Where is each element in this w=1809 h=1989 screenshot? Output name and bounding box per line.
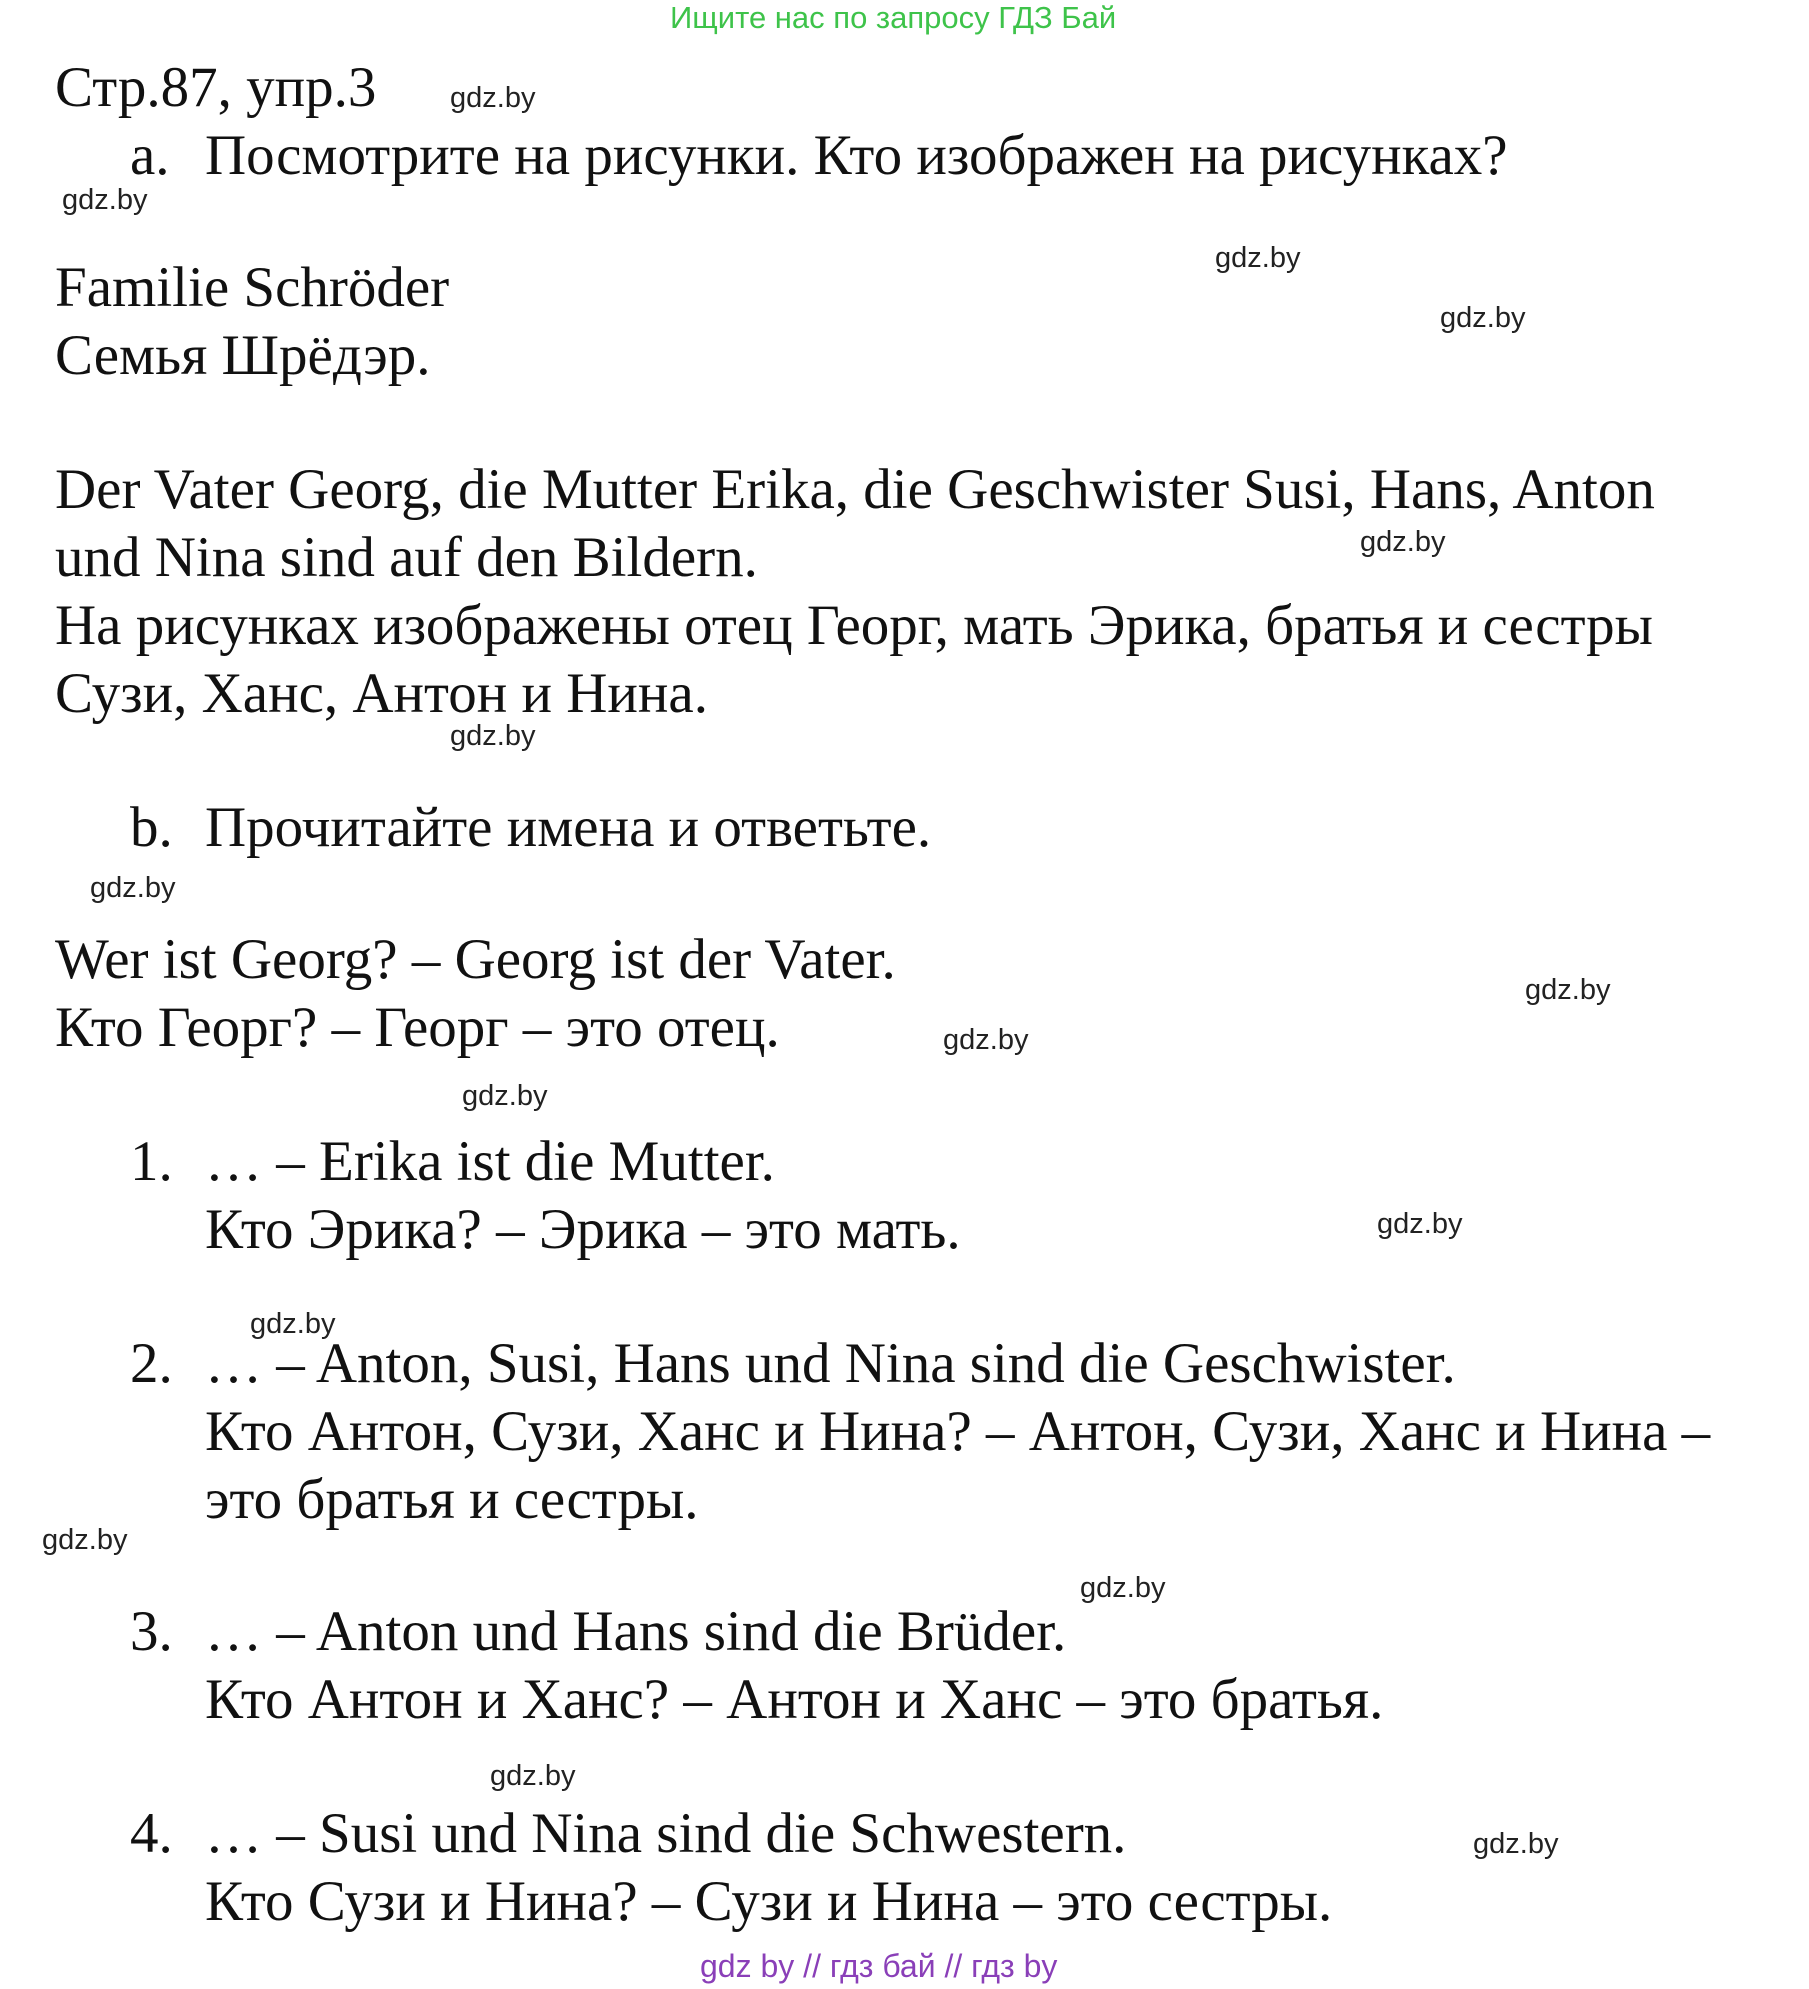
watermark: gdz.by bbox=[1215, 242, 1301, 274]
answer-a-ru-line-2: Сузи, Ханс, Антон и Нина. bbox=[55, 662, 708, 725]
watermark: gdz.by bbox=[1377, 1208, 1463, 1240]
item-1-number: 1. bbox=[130, 1130, 173, 1193]
watermark: gdz.by bbox=[1360, 526, 1446, 558]
watermark: gdz.by bbox=[450, 82, 536, 114]
item-3-ru: Кто Антон и Ханс? – Антон и Ханс – это братья. bbox=[205, 1668, 1384, 1731]
watermark: gdz.by bbox=[490, 1760, 576, 1792]
family-title-ru: Семья Шрёдэр. bbox=[55, 324, 431, 387]
watermark: gdz.by bbox=[42, 1524, 128, 1556]
example-ru: Кто Георг? – Георг – это отец. bbox=[55, 996, 780, 1059]
item-4-number: 4. bbox=[130, 1802, 173, 1865]
watermark: gdz.by bbox=[1473, 1828, 1559, 1860]
example-de: Wer ist Georg? – Georg ist der Vater. bbox=[55, 928, 896, 991]
task-a-label: a. bbox=[130, 124, 170, 187]
item-1-ru: Кто Эрика? – Эрика – это мать. bbox=[205, 1198, 961, 1261]
watermark: gdz.by bbox=[62, 184, 148, 216]
task-a-text: Посмотрите на рисунки. Кто изображен на рисунках? bbox=[205, 124, 1508, 187]
item-4-ru: Кто Сузи и Нина? – Сузи и Нина – это сестры. bbox=[205, 1870, 1333, 1933]
watermark: gdz.by bbox=[1440, 302, 1526, 334]
header-banner: Ищите нас по запросу ГДЗ Бай bbox=[670, 0, 1117, 35]
page-reference: Стр.87, упр.3 bbox=[55, 56, 377, 119]
item-4-de: … – Susi und Nina sind die Schwestern. bbox=[205, 1802, 1127, 1865]
item-3-de: … – Anton und Hans sind die Brüder. bbox=[205, 1600, 1067, 1663]
item-1-de: … – Erika ist die Mutter. bbox=[205, 1130, 775, 1193]
watermark: gdz.by bbox=[1525, 974, 1611, 1006]
answer-a-de-line-2: und Nina sind auf den Bildern. bbox=[55, 526, 758, 589]
watermark: gdz.by bbox=[1080, 1572, 1166, 1604]
footer-watermark: gdz by // гдз бай // гдз by bbox=[700, 1948, 1058, 1984]
watermark: gdz.by bbox=[250, 1308, 336, 1340]
answer-a-ru-line-1: На рисунках изображены отец Георг, мать Эрика, братья и сестры bbox=[55, 594, 1653, 657]
watermark: gdz.by bbox=[462, 1080, 548, 1112]
task-b-text: Прочитайте имена и ответьте. bbox=[205, 796, 932, 859]
task-b-label: b. bbox=[130, 796, 173, 859]
item-3-number: 3. bbox=[130, 1600, 173, 1663]
watermark: gdz.by bbox=[90, 872, 176, 904]
watermark: gdz.by bbox=[450, 720, 536, 752]
item-2-number: 2. bbox=[130, 1332, 173, 1395]
item-2-de: … – Anton, Susi, Hans und Nina sind die Geschwister. bbox=[205, 1332, 1456, 1395]
answer-a-de-line-1: Der Vater Georg, die Mutter Erika, die Geschwister Susi, Hans, Anton bbox=[55, 458, 1655, 521]
item-2-ru-line-2: это братья и сестры. bbox=[205, 1468, 699, 1531]
item-2-ru-line-1: Кто Антон, Сузи, Ханс и Нина? – Антон, Сузи, Ханс и Нина – bbox=[205, 1400, 1711, 1463]
watermark: gdz.by bbox=[943, 1024, 1029, 1056]
family-title-de: Familie Schröder bbox=[55, 256, 450, 319]
